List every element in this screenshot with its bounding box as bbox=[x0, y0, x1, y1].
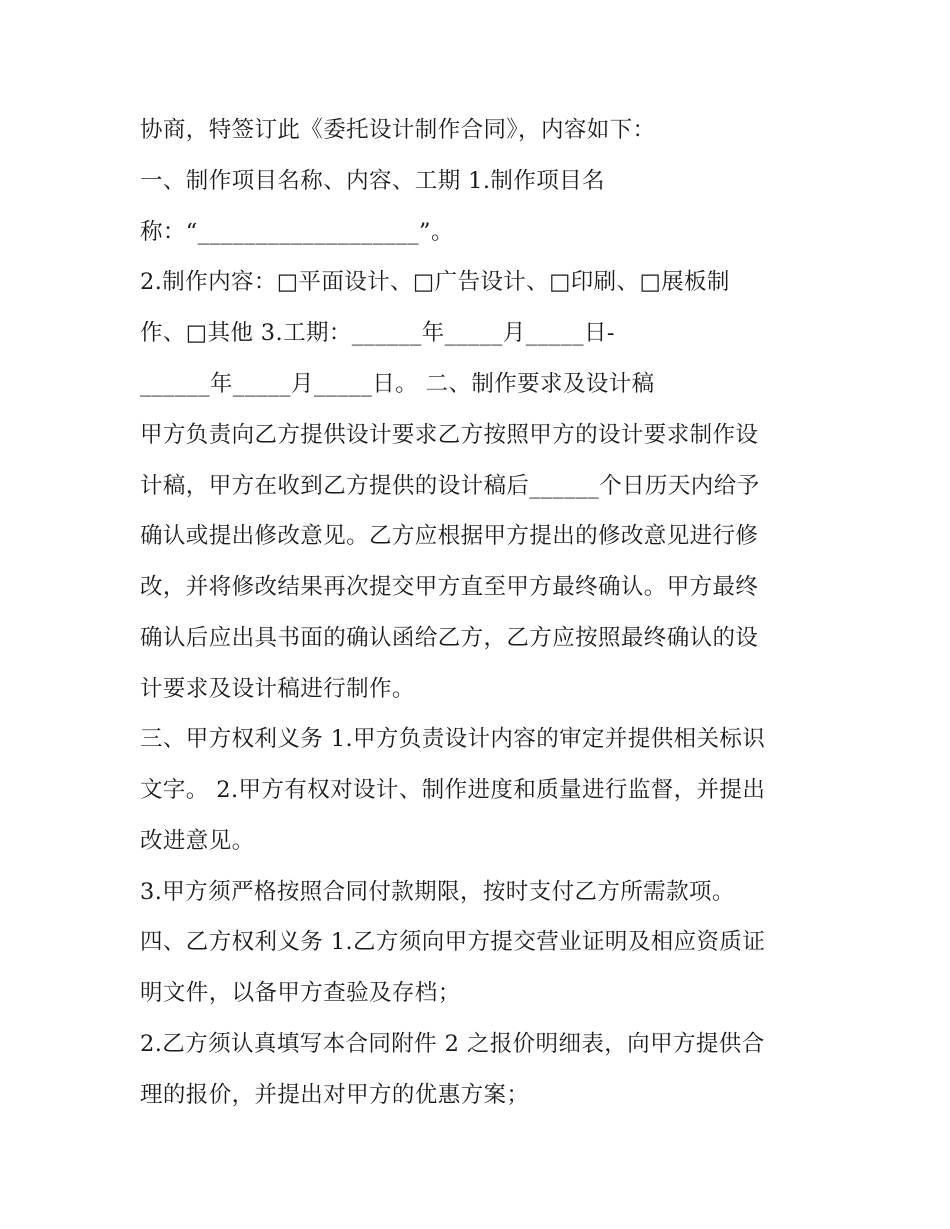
text-line: 3.甲方须严格按照合同付款期限，按时支付乙方所需款项。 bbox=[140, 879, 735, 905]
text-line: 四、乙方权利义务 1.乙方须向甲方提交营业证明及相应资质证 bbox=[140, 929, 766, 955]
text-line: 文字。 2.甲方有权对设计、制作进度和质量进行监督，并提出 bbox=[140, 777, 766, 803]
text-line: 三、甲方权利义务 1.甲方负责设计内容的审定并提供相关标识 bbox=[140, 726, 766, 752]
text-line: 改，并将修改结果再次提交甲方直至甲方最终确认。甲方最终 bbox=[140, 574, 759, 600]
text-line: 计要求及设计稿进行制作。 bbox=[140, 676, 415, 702]
text-line: 计稿，甲方在收到乙方提供的设计稿后______个日历天内给予 bbox=[140, 473, 760, 499]
text-line: 一、制作项目名称、内容、工期 1.制作项目名 bbox=[140, 168, 605, 194]
text-line: 明文件，以备甲方查验及存档； bbox=[140, 980, 461, 1006]
text-line: ______年_____月_____日。 二、制作要求及设计稿 bbox=[140, 371, 655, 397]
text-line: 2.制作内容：□平面设计、□广告设计、□印刷、□展板制 bbox=[140, 269, 730, 295]
text-line: 称：“___________________”。 bbox=[140, 219, 454, 245]
text-line: 2.乙方须认真填写本合同附件 2 之报价明细表，向甲方提供合 bbox=[140, 1031, 765, 1057]
text-line: 作、□其他 3.工期：______年_____月_____日- bbox=[140, 320, 615, 346]
text-line: 改进意见。 bbox=[140, 828, 255, 854]
text-line: 协商，特签订此《委托设计制作合同》，内容如下： bbox=[140, 117, 656, 143]
text-line: 确认或提出修改意见。乙方应根据甲方提出的修改意见进行修 bbox=[140, 523, 759, 549]
text-line: 甲方负责向乙方提供设计要求乙方按照甲方的设计要求制作设 bbox=[140, 422, 759, 448]
text-line: 确认后应出具书面的确认函给乙方，乙方应按照最终确认的设 bbox=[140, 625, 759, 651]
text-line: 理的报价，并提出对甲方的优惠方案； bbox=[140, 1082, 530, 1108]
